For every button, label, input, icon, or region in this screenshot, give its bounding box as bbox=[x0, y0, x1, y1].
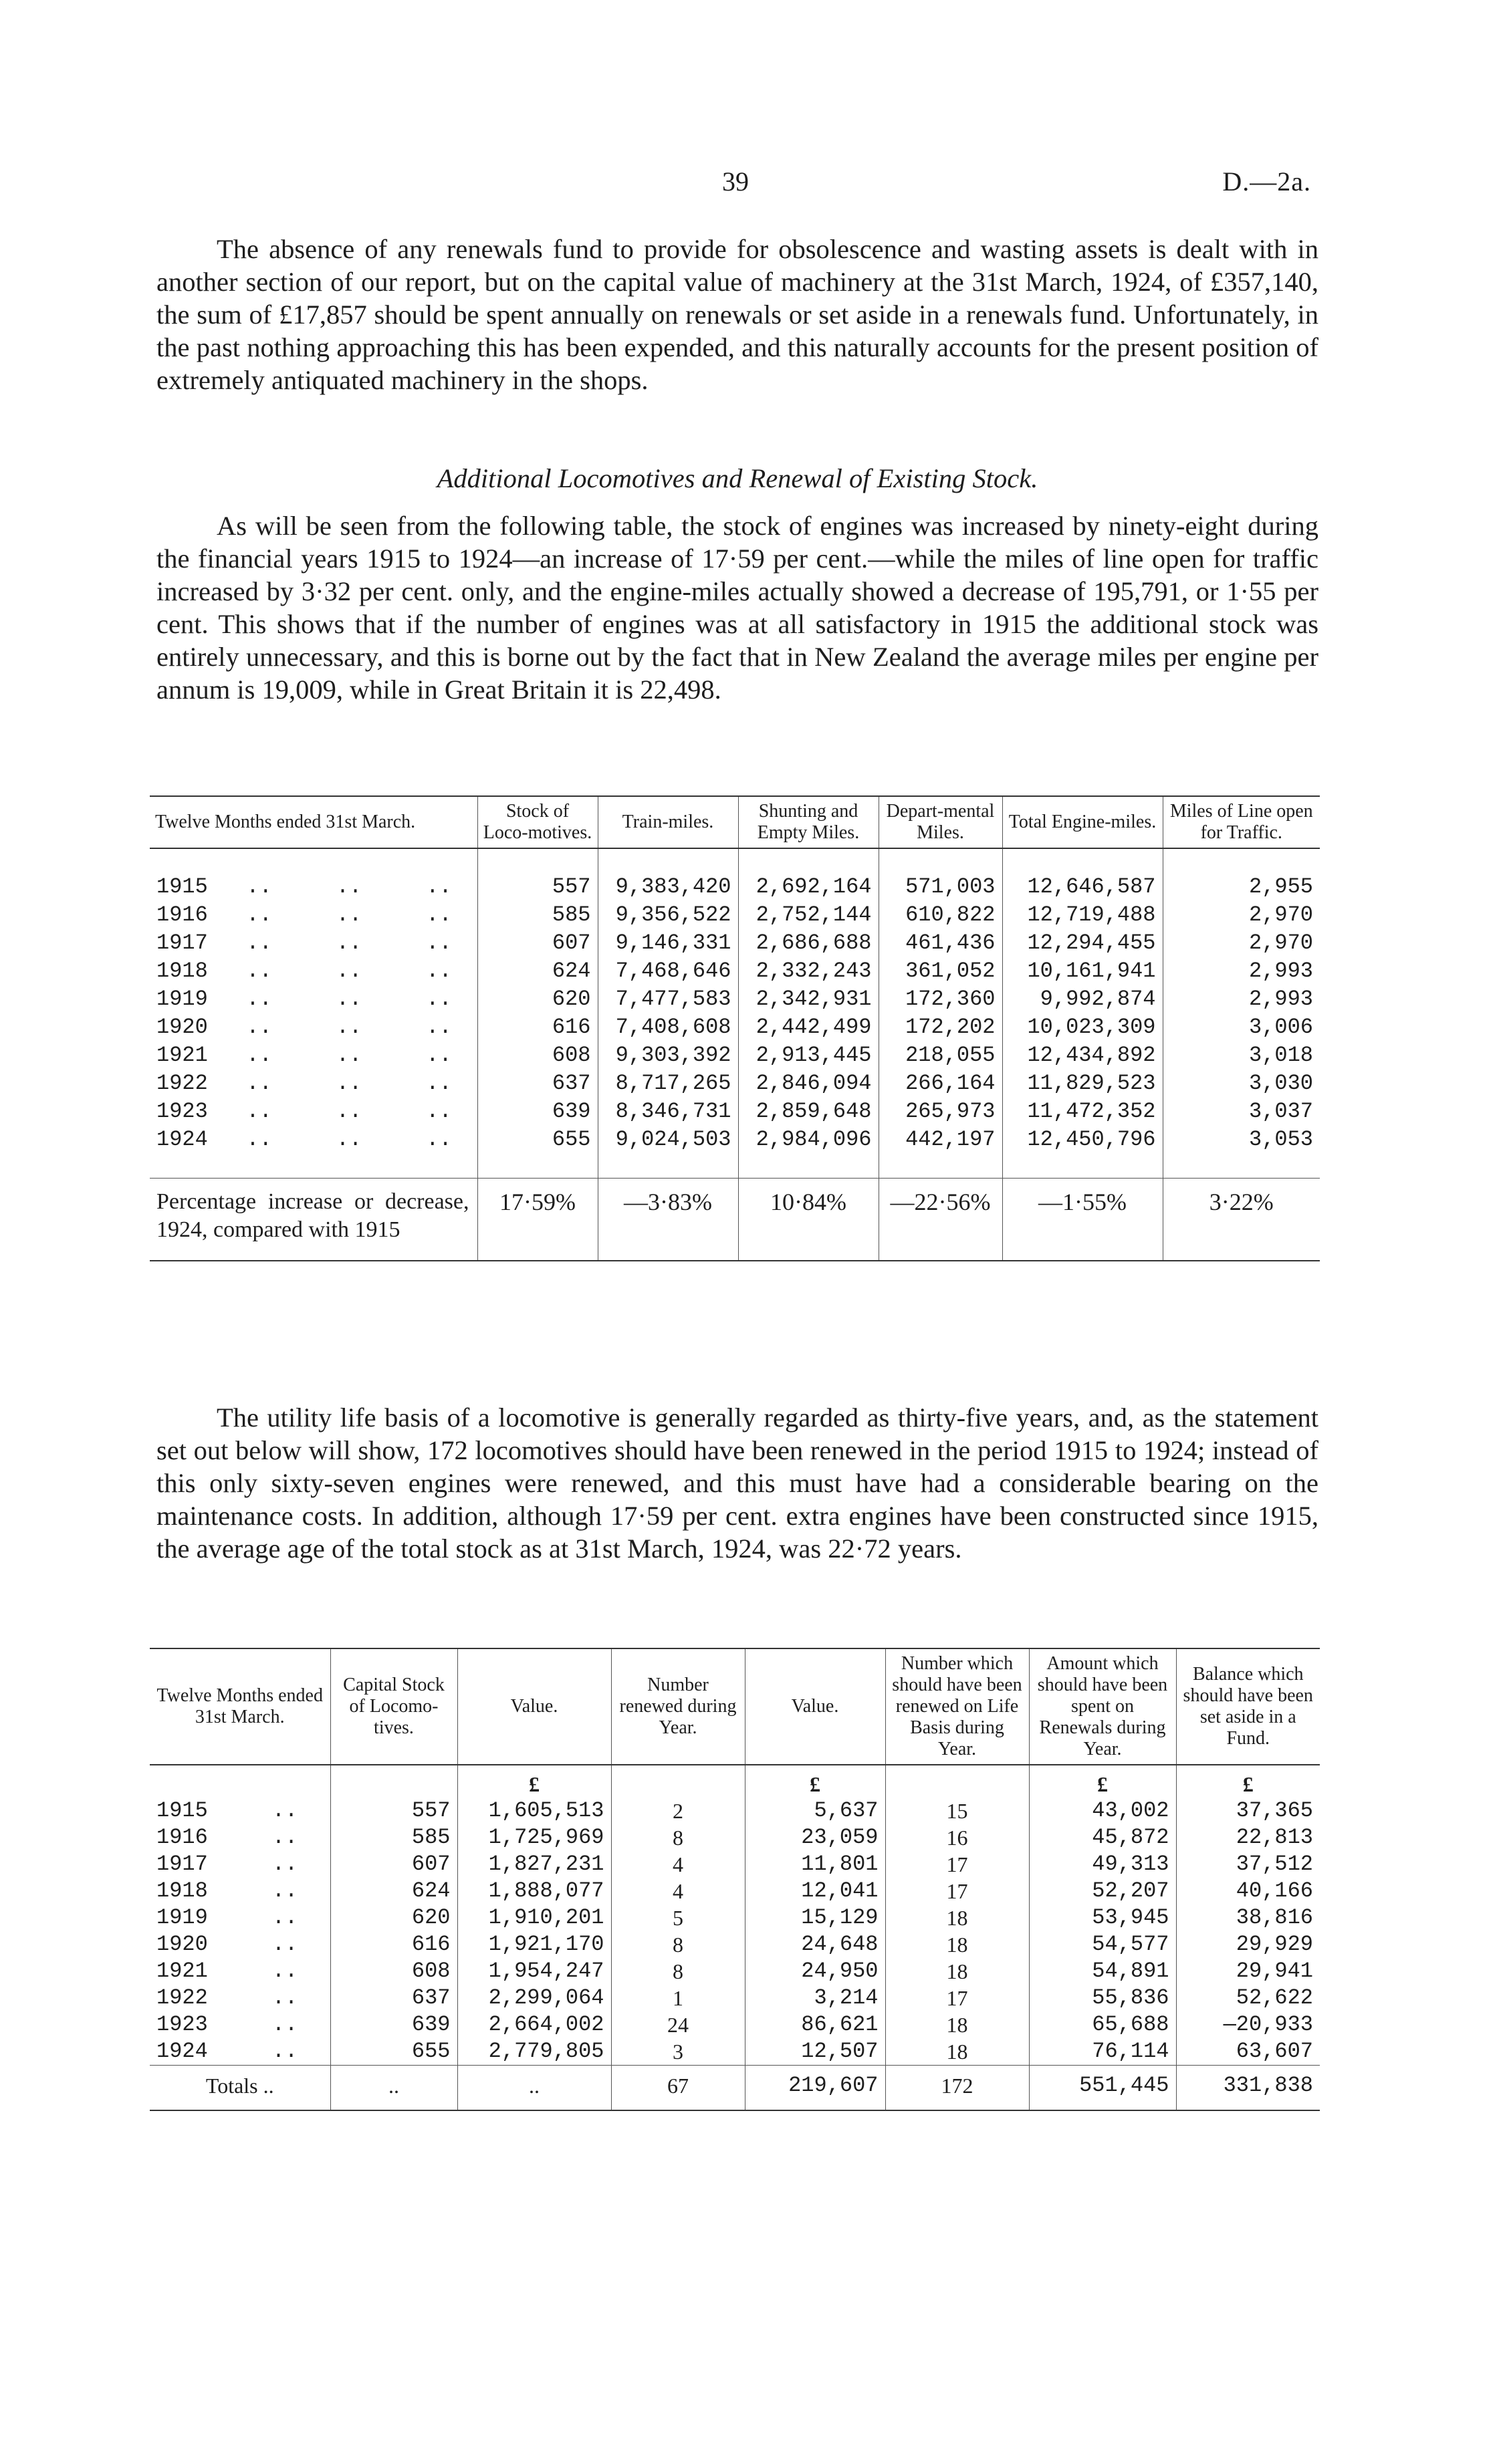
column-header: Stock of Loco-motives. bbox=[477, 796, 598, 848]
paragraph-stock-increase: As will be seen from the following table, the stock of engines was increased by ninety-eight during the financial years 1915 to 1924—an increase of 17·59 per cent.—while the miles of line open for traffic increased by 3·32 per cent. only, and the engine-miles actually showed a decrease of 195,791, or 1·55 per cent. This shows that if the number of engines was at all satisfactory in 1915 the additional stock was entirely unnecessary, and this is borne out by the fact that in New Zealand the average miles per engine per annum is 19,009, while in Great Britain it is 22,498. bbox=[156, 511, 1318, 705]
table-row bbox=[150, 901, 1320, 929]
year-cell: 1917 .. bbox=[156, 1852, 298, 1876]
year-cell: 1920 .. .. .. bbox=[156, 1015, 452, 1039]
table-cell: 607 bbox=[477, 929, 598, 957]
table-cell: 172,202 bbox=[879, 1013, 1002, 1041]
table-cell: 37,365 bbox=[1176, 1798, 1320, 1824]
unit-cell: £ bbox=[745, 1765, 885, 1798]
table-cell: 571,003 bbox=[879, 873, 1002, 901]
table-cell: 9,024,503 bbox=[598, 1126, 738, 1154]
table-row bbox=[150, 1824, 1320, 1851]
table-cell: 4 bbox=[611, 1878, 745, 1904]
table-cell: 2,859,648 bbox=[738, 1098, 879, 1126]
year-cell: 1924 .. .. .. bbox=[156, 1127, 452, 1152]
table-cell: 2 bbox=[611, 1798, 745, 1824]
table-cell: 9,146,331 bbox=[598, 929, 738, 957]
engine-miles-table bbox=[150, 795, 1320, 1261]
table-cell: 557 bbox=[330, 1798, 457, 1824]
table-cell: 2,984,096 bbox=[738, 1126, 879, 1154]
table-row bbox=[150, 1798, 1320, 1824]
unit-row bbox=[150, 1765, 1320, 1798]
table-cell: 12,507 bbox=[745, 2038, 885, 2066]
table-cell: 12,041 bbox=[745, 1878, 885, 1904]
table-cell: 18 bbox=[885, 1904, 1029, 1931]
table-cell: 8 bbox=[611, 1958, 745, 1985]
table-cell: 2,970 bbox=[1163, 929, 1320, 957]
table-cell: 2,993 bbox=[1163, 957, 1320, 985]
table-cell: 1,725,969 bbox=[457, 1824, 611, 1851]
unit-cell bbox=[150, 1765, 330, 1798]
table-cell: 18 bbox=[885, 2038, 1029, 2066]
table-row bbox=[150, 1041, 1320, 1070]
table-row bbox=[150, 1931, 1320, 1958]
column-header: Twelve Months ended 31st March. bbox=[150, 1648, 330, 1765]
year-cell: 1919 .. bbox=[156, 1905, 298, 1930]
year-cell: 1918 .. .. .. bbox=[156, 959, 452, 983]
table-cell: 620 bbox=[330, 1904, 457, 1931]
table-cell: 2,332,243 bbox=[738, 957, 879, 985]
table-cell: 608 bbox=[477, 1041, 598, 1070]
table-cell: 7,408,608 bbox=[598, 1013, 738, 1041]
table-cell: 17 bbox=[885, 1878, 1029, 1904]
table-cell: 9,356,522 bbox=[598, 901, 738, 929]
spacer-row bbox=[150, 848, 1320, 873]
totals-cell: .. bbox=[330, 2066, 457, 2111]
table-cell: 1,954,247 bbox=[457, 1958, 611, 1985]
table-cell: 37,512 bbox=[1176, 1851, 1320, 1878]
table-cell: 52,622 bbox=[1176, 1985, 1320, 2011]
year-cell: 1923 .. .. .. bbox=[156, 1099, 452, 1124]
table-cell: 1,921,170 bbox=[457, 1931, 611, 1958]
renewals-table bbox=[150, 1648, 1320, 2111]
document-reference: D.—2a. bbox=[1222, 166, 1311, 197]
table-cell: 8 bbox=[611, 1931, 745, 1958]
table-cell: 29,929 bbox=[1176, 1931, 1320, 1958]
year-cell: 1916 .. bbox=[156, 1825, 298, 1850]
totals-cell: 67 bbox=[611, 2066, 745, 2111]
table-cell: 38,816 bbox=[1176, 1904, 1320, 1931]
table-cell: 610,822 bbox=[879, 901, 1002, 929]
table-cell: 5,637 bbox=[745, 1798, 885, 1824]
section-subheading: Additional Locomotives and Renewal of Existing Stock. bbox=[437, 463, 1038, 493]
year-cell: 1924 .. bbox=[156, 2039, 298, 2064]
table-row bbox=[150, 2011, 1320, 2038]
table-cell: 655 bbox=[477, 1126, 598, 1154]
table-cell: 12,646,587 bbox=[1002, 873, 1163, 901]
table-cell: 11,829,523 bbox=[1002, 1070, 1163, 1098]
table-cell: 10,161,941 bbox=[1002, 957, 1163, 985]
column-header: Total Engine-miles. bbox=[1002, 796, 1163, 848]
table-cell: 1,827,231 bbox=[457, 1851, 611, 1878]
table-cell: 9,383,420 bbox=[598, 873, 738, 901]
table-cell: 1,910,201 bbox=[457, 1904, 611, 1931]
totals-label: Totals .. bbox=[150, 2066, 330, 2111]
table-row bbox=[150, 1878, 1320, 1904]
table-row bbox=[150, 873, 1320, 901]
year-cell: 1916 .. .. .. bbox=[156, 902, 452, 927]
column-header: Train-miles. bbox=[598, 796, 738, 848]
table-cell: 639 bbox=[330, 2011, 457, 2038]
table-cell: 45,872 bbox=[1029, 1824, 1176, 1851]
table-cell: 54,891 bbox=[1029, 1958, 1176, 1985]
percentage-value: 3·22% bbox=[1163, 1179, 1320, 1245]
table-cell: 12,294,455 bbox=[1002, 929, 1163, 957]
table-row bbox=[150, 1070, 1320, 1098]
table-cell: 65,688 bbox=[1029, 2011, 1176, 2038]
table-cell: 3 bbox=[611, 2038, 745, 2066]
percentage-value: —1·55% bbox=[1002, 1179, 1163, 1245]
table-cell: 18 bbox=[885, 1931, 1029, 1958]
table-cell: 9,992,874 bbox=[1002, 985, 1163, 1013]
table-cell: 2,846,094 bbox=[738, 1070, 879, 1098]
table-cell: 15,129 bbox=[745, 1904, 885, 1931]
table-cell: 7,477,583 bbox=[598, 985, 738, 1013]
table-cell: 639 bbox=[477, 1098, 598, 1126]
totals-cell: 551,445 bbox=[1029, 2066, 1176, 2111]
table-cell: 2,692,164 bbox=[738, 873, 879, 901]
table-cell: 5 bbox=[611, 1904, 745, 1931]
percentage-row bbox=[150, 1179, 1320, 1245]
table-cell: 172,360 bbox=[879, 985, 1002, 1013]
table-cell: 3,018 bbox=[1163, 1041, 1320, 1070]
table-cell: 616 bbox=[330, 1931, 457, 1958]
table-cell: 218,055 bbox=[879, 1041, 1002, 1070]
table-header-row bbox=[150, 796, 1320, 848]
table-cell: 265,973 bbox=[879, 1098, 1002, 1126]
column-header: Value. bbox=[745, 1648, 885, 1765]
table-cell: 442,197 bbox=[879, 1126, 1002, 1154]
table-cell: 461,436 bbox=[879, 929, 1002, 957]
table-cell: 607 bbox=[330, 1851, 457, 1878]
column-header: Number renewed during Year. bbox=[611, 1648, 745, 1765]
table-cell: 22,813 bbox=[1176, 1824, 1320, 1851]
table-cell: 24,950 bbox=[745, 1958, 885, 1985]
table-cell: 637 bbox=[477, 1070, 598, 1098]
table-cell: 3,030 bbox=[1163, 1070, 1320, 1098]
table-cell: 43,002 bbox=[1029, 1798, 1176, 1824]
table-cell: 1,605,513 bbox=[457, 1798, 611, 1824]
totals-row bbox=[150, 2066, 1320, 2111]
table-end-rule bbox=[150, 1244, 1320, 1261]
column-header: Amount which should have been spent on Renewals during Year. bbox=[1029, 1648, 1176, 1765]
table-cell: —20,933 bbox=[1176, 2011, 1320, 2038]
year-cell: 1915 .. .. .. bbox=[156, 874, 452, 899]
paragraph-renewals-fund: The absence of any renewals fund to provide for obsolescence and wasting assets is dealt with in another section of our report, but on the capital value of machinery at the 31st March, 1924, of £357,140, the sum of £17,857 should be spent annually on renewals or set aside in a renewals fund. Unfortunately, in the past nothing approaching this has been expended, and this naturally accounts for the present position of extremely antiquated machinery in the shops. bbox=[156, 234, 1318, 395]
column-header: Twelve Months ended 31st March. bbox=[150, 796, 477, 848]
table-cell: 2,970 bbox=[1163, 901, 1320, 929]
table-cell: 3,037 bbox=[1163, 1098, 1320, 1126]
column-header: Value. bbox=[457, 1648, 611, 1765]
year-cell: 1915 .. bbox=[156, 1798, 298, 1823]
table-cell: 18 bbox=[885, 1958, 1029, 1985]
year-cell: 1918 .. bbox=[156, 1878, 298, 1903]
totals-cell: 331,838 bbox=[1176, 2066, 1320, 2111]
percentage-value: 17·59% bbox=[477, 1179, 598, 1245]
table-row bbox=[150, 1985, 1320, 2011]
table-cell: 1 bbox=[611, 1985, 745, 2011]
table-cell: 8,717,265 bbox=[598, 1070, 738, 1098]
column-header: Depart-mental Miles. bbox=[879, 796, 1002, 848]
percentage-value: —22·56% bbox=[879, 1179, 1002, 1245]
table-cell: 17 bbox=[885, 1851, 1029, 1878]
table-cell: 655 bbox=[330, 2038, 457, 2066]
table-row bbox=[150, 985, 1320, 1013]
table-row bbox=[150, 2038, 1320, 2066]
table-cell: 17 bbox=[885, 1985, 1029, 2011]
unit-cell bbox=[330, 1765, 457, 1798]
table-cell: 55,836 bbox=[1029, 1985, 1176, 2011]
table-row bbox=[150, 957, 1320, 985]
table-cell: 29,941 bbox=[1176, 1958, 1320, 1985]
totals-cell: 219,607 bbox=[745, 2066, 885, 2111]
table-cell: 3,006 bbox=[1163, 1013, 1320, 1041]
table-cell: 637 bbox=[330, 1985, 457, 2011]
table-cell: 53,945 bbox=[1029, 1904, 1176, 1931]
unit-cell: £ bbox=[1029, 1765, 1176, 1798]
table-cell: 2,664,002 bbox=[457, 2011, 611, 2038]
year-cell: 1923 .. bbox=[156, 2012, 298, 2037]
table-cell: 3,214 bbox=[745, 1985, 885, 2011]
table-cell: 12,450,796 bbox=[1002, 1126, 1163, 1154]
table-cell: 49,313 bbox=[1029, 1851, 1176, 1878]
totals-cell: .. bbox=[457, 2066, 611, 2111]
year-cell: 1919 .. .. .. bbox=[156, 987, 452, 1011]
unit-cell: £ bbox=[457, 1765, 611, 1798]
table-cell: 557 bbox=[477, 873, 598, 901]
table-cell: 361,052 bbox=[879, 957, 1002, 985]
table-row bbox=[150, 1098, 1320, 1126]
page-number: 39 bbox=[722, 166, 749, 197]
unit-cell bbox=[885, 1765, 1029, 1798]
table-cell: 616 bbox=[477, 1013, 598, 1041]
table-cell: 2,342,931 bbox=[738, 985, 879, 1013]
table-body bbox=[150, 1765, 1320, 2066]
year-cell: 1921 .. bbox=[156, 1959, 298, 1983]
table-cell: 608 bbox=[330, 1958, 457, 1985]
table-cell: 86,621 bbox=[745, 2011, 885, 2038]
table-row bbox=[150, 1013, 1320, 1041]
table-header-row bbox=[150, 1648, 1320, 1765]
percentage-value: 10·84% bbox=[738, 1179, 879, 1245]
unit-cell bbox=[611, 1765, 745, 1798]
table-row bbox=[150, 1851, 1320, 1878]
table-cell: 585 bbox=[477, 901, 598, 929]
table-cell: 2,752,144 bbox=[738, 901, 879, 929]
table-cell: 63,607 bbox=[1176, 2038, 1320, 2066]
table-cell: 2,442,499 bbox=[738, 1013, 879, 1041]
year-cell: 1917 .. .. .. bbox=[156, 931, 452, 955]
year-cell: 1922 .. bbox=[156, 1985, 298, 2010]
table-cell: 2,955 bbox=[1163, 873, 1320, 901]
table-cell: 2,913,445 bbox=[738, 1041, 879, 1070]
table-cell: 7,468,646 bbox=[598, 957, 738, 985]
table-cell: 11,472,352 bbox=[1002, 1098, 1163, 1126]
table-cell: 2,993 bbox=[1163, 985, 1320, 1013]
table-cell: 15 bbox=[885, 1798, 1029, 1824]
column-header: Number which should have been renewed on Life Basis during Year. bbox=[885, 1648, 1029, 1765]
table-cell: 266,164 bbox=[879, 1070, 1002, 1098]
totals-cell: 172 bbox=[885, 2066, 1029, 2111]
table-cell: 624 bbox=[477, 957, 598, 985]
year-cell: 1922 .. .. .. bbox=[156, 1071, 452, 1096]
table-cell: 2,779,805 bbox=[457, 2038, 611, 2066]
table-cell: 2,686,688 bbox=[738, 929, 879, 957]
table-cell: 12,719,488 bbox=[1002, 901, 1163, 929]
percentage-label: Percentage increase or decrease, 1924, compared with 1915 bbox=[150, 1179, 477, 1245]
table-cell: 624 bbox=[330, 1878, 457, 1904]
table-cell: 11,801 bbox=[745, 1851, 885, 1878]
table-body bbox=[150, 848, 1320, 1154]
table-cell: 9,303,392 bbox=[598, 1041, 738, 1070]
table-cell: 2,299,064 bbox=[457, 1985, 611, 2011]
table-cell: 10,023,309 bbox=[1002, 1013, 1163, 1041]
table-cell: 24 bbox=[611, 2011, 745, 2038]
column-header: Balance which should have been set aside in a Fund. bbox=[1176, 1648, 1320, 1765]
table-row bbox=[150, 1904, 1320, 1931]
table-cell: 1,888,077 bbox=[457, 1878, 611, 1904]
table-cell: 18 bbox=[885, 2011, 1029, 2038]
table-cell: 54,577 bbox=[1029, 1931, 1176, 1958]
column-header: Shunting and Empty Miles. bbox=[738, 796, 879, 848]
paragraph-utility-life: The utility life basis of a locomotive is generally regarded as thirty-five years, and, as the statement set out below will show, 172 locomotives should have been renewed in the period 1915 to 1924; instead of this only sixty-seven engines were renewed, and this must have had a considerable bearing on the maintenance costs. In addition, although 17·59 per cent. extra engines have been constructed since 1915, the average age of the total stock as at 31st March, 1924, was 22·72 years. bbox=[156, 1402, 1318, 1564]
column-header: Miles of Line open for Traffic. bbox=[1163, 796, 1320, 848]
table-row bbox=[150, 1126, 1320, 1154]
table-cell: 3,053 bbox=[1163, 1126, 1320, 1154]
table-cell: 76,114 bbox=[1029, 2038, 1176, 2066]
table-cell: 40,166 bbox=[1176, 1878, 1320, 1904]
table-cell: 12,434,892 bbox=[1002, 1041, 1163, 1070]
year-cell: 1921 .. .. .. bbox=[156, 1043, 452, 1068]
table-cell: 23,059 bbox=[745, 1824, 885, 1851]
unit-cell: £ bbox=[1176, 1765, 1320, 1798]
table-row bbox=[150, 1958, 1320, 1985]
table-cell: 24,648 bbox=[745, 1931, 885, 1958]
column-header: Capital Stock of Locomo-tives. bbox=[330, 1648, 457, 1765]
table-cell: 52,207 bbox=[1029, 1878, 1176, 1904]
table-cell: 8,346,731 bbox=[598, 1098, 738, 1126]
percentage-value: —3·83% bbox=[598, 1179, 738, 1245]
table-cell: 585 bbox=[330, 1824, 457, 1851]
table-cell: 16 bbox=[885, 1824, 1029, 1851]
table-row bbox=[150, 929, 1320, 957]
table-cell: 8 bbox=[611, 1824, 745, 1851]
year-cell: 1920 .. bbox=[156, 1932, 298, 1957]
table-cell: 4 bbox=[611, 1851, 745, 1878]
table-cell: 620 bbox=[477, 985, 598, 1013]
spacer-row bbox=[150, 1154, 1320, 1179]
